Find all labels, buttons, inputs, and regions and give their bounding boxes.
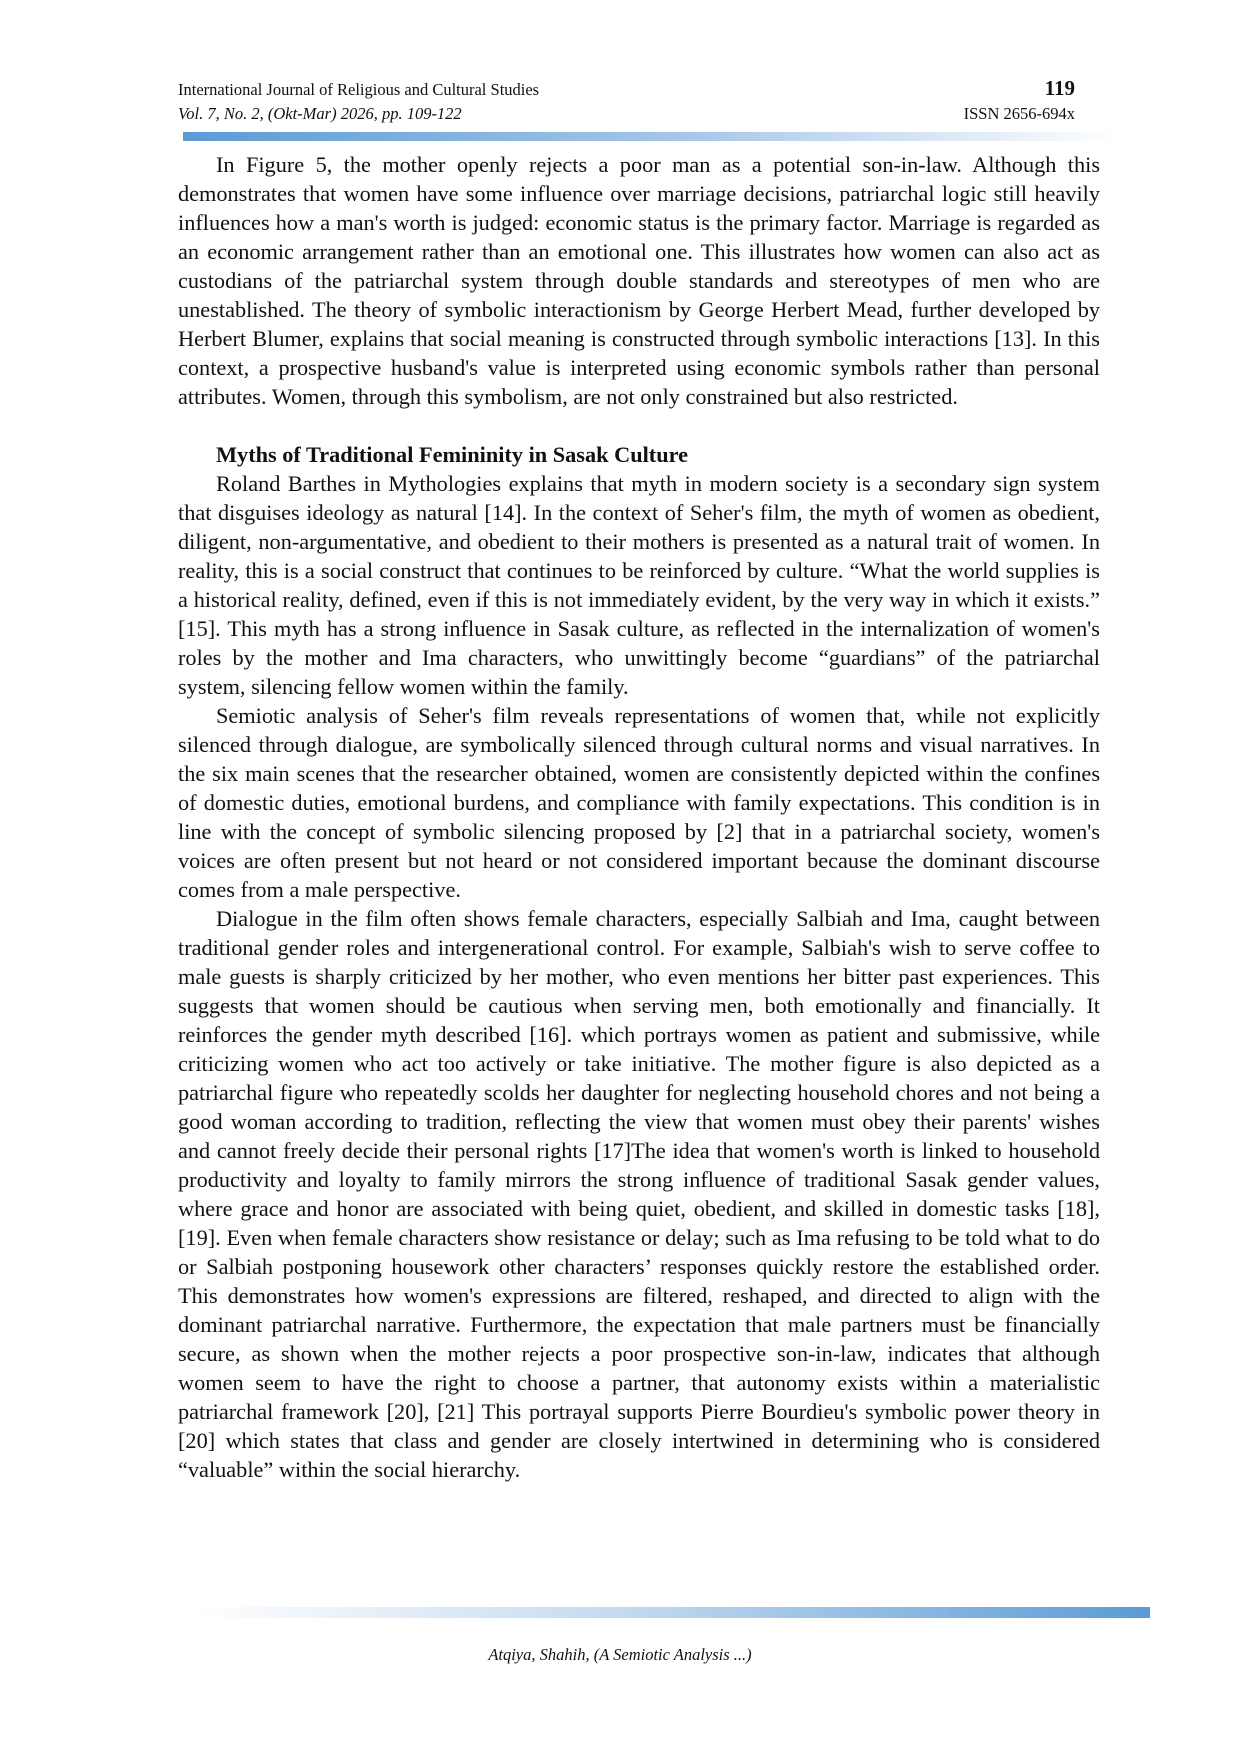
- issn: ISSN 2656-694x: [963, 104, 1075, 123]
- running-title: Atqiya, Shahih, (A Semiotic Analysis ...): [488, 1645, 752, 1664]
- paragraph: Dialogue in the film often shows female characters, especially Salbiah and Ima, caught between traditional gender roles and intergenerational control. For example, Salbiah's wish to serve coffee to male guests is sharply criticized by her mother, who even mentions her bitter past experiences. This suggests that women should be cautious when serving men, both emotionally and financially. It reinforces the gender myth described [16]. which portrays women as patient and submissive, while criticizing women who act too actively or take initiative. The mother figure is also depicted as a patriarchal figure who repeatedly scolds her daughter for neglecting household chores and not being a good woman according to tradition, reflecting the view that women must obey their parents' wishes and cannot freely decide their personal rights [17]The idea that women's worth is linked to household productivity and loyalty to family mirrors the strong influence of traditional Sasak gender values, where grace and honor are associated with being quiet, obedient, and skilled in domestic tasks [18], [19]. Even when female characters show resistance or delay; such as Ima refusing to be told what to do or Salbiah postponing housework other characters’ responses quickly restore the established order. This demonstrates how women's expressions are filtered, reshaped, and directed to align with the dominant patriarchal narrative. Furthermore, the expectation that male partners must be financially secure, as shown when the mother rejects a poor prospective son-in-law, indicates that although women seem to have the right to choose a partner, that autonomy exists within a materialistic patriarchal framework [20], [21] This portrayal supports Pierre Bourdieu's symbolic power theory in [20] which states that class and gender are closely intertwined in determining who is considered “valuable” within the social hierarchy.: [178, 906, 1100, 1482]
- paragraph: In Figure 5, the mother openly rejects a poor man as a potential son-in-law. Although this demonstrates that women have some influence over marriage decisions, patriarchal logic still heavily influences how a man's worth is judged: economic status is the primary factor. Marriage is regarded as an economic arrangement rather than an emotional one. This illustrates how women can also act as custodians of the patriarchal system through double standards and stereotypes of men who are unestablished. The theory of symbolic interactionism by George Herbert Mead, further developed by Herbert Blumer, explains that social meaning is constructed through symbolic interactions [13]. In this context, a prospective husband's value is interpreted using economic symbols rather than personal attributes. Women, through this symbolism, are not only constrained but also restricted.: [178, 152, 1100, 409]
- section-heading: Myths of Traditional Femininity in Sasak Culture: [216, 442, 689, 467]
- journal-title: International Journal of Religious and Cultural Studies: [178, 80, 540, 99]
- volume-info: Vol. 7, No. 2, (Okt-Mar) 2026, pp. 109-122: [178, 104, 462, 123]
- paragraph: Roland Barthes in Mythologies explains that myth in modern society is a secondary sign system that disguises ideology as natural [14]. In the context of Seher's film, the myth of women as obedient, diligent, non-argumentative, and obedient to their mothers is presented as a natural trait of women. In reality, this is a social construct that continues to be reinforced by culture. “What the world supplies is a historical reality, defined, even if this is not immediately evident, by the very way in which it exists.” [15]. This myth has a strong influence in Sasak culture, as reflected in the internalization of women's roles by the mother and Ima characters, who unwittingly become “guardians” of the patriarchal system, silencing fellow women within the family.: [178, 471, 1100, 699]
- footer-divider: [195, 1607, 1150, 1618]
- page-number: 119: [1044, 76, 1075, 100]
- body-text: [178, 150, 1100, 1484]
- header-divider: [183, 132, 1120, 141]
- paragraph: Semiotic analysis of Seher's film reveals representations of women that, while not explicitly silenced through dialogue, are symbolically silenced through cultural norms and visual narratives. In the six main scenes that the researcher obtained, women are consistently depicted within the confines of domestic duties, emotional burdens, and compliance with family expectations. This condition is in line with the concept of symbolic silencing proposed by [2] that in a patriarchal society, women's voices are often present but not heard or not considered important because the dominant discourse comes from a male perspective.: [178, 703, 1100, 902]
